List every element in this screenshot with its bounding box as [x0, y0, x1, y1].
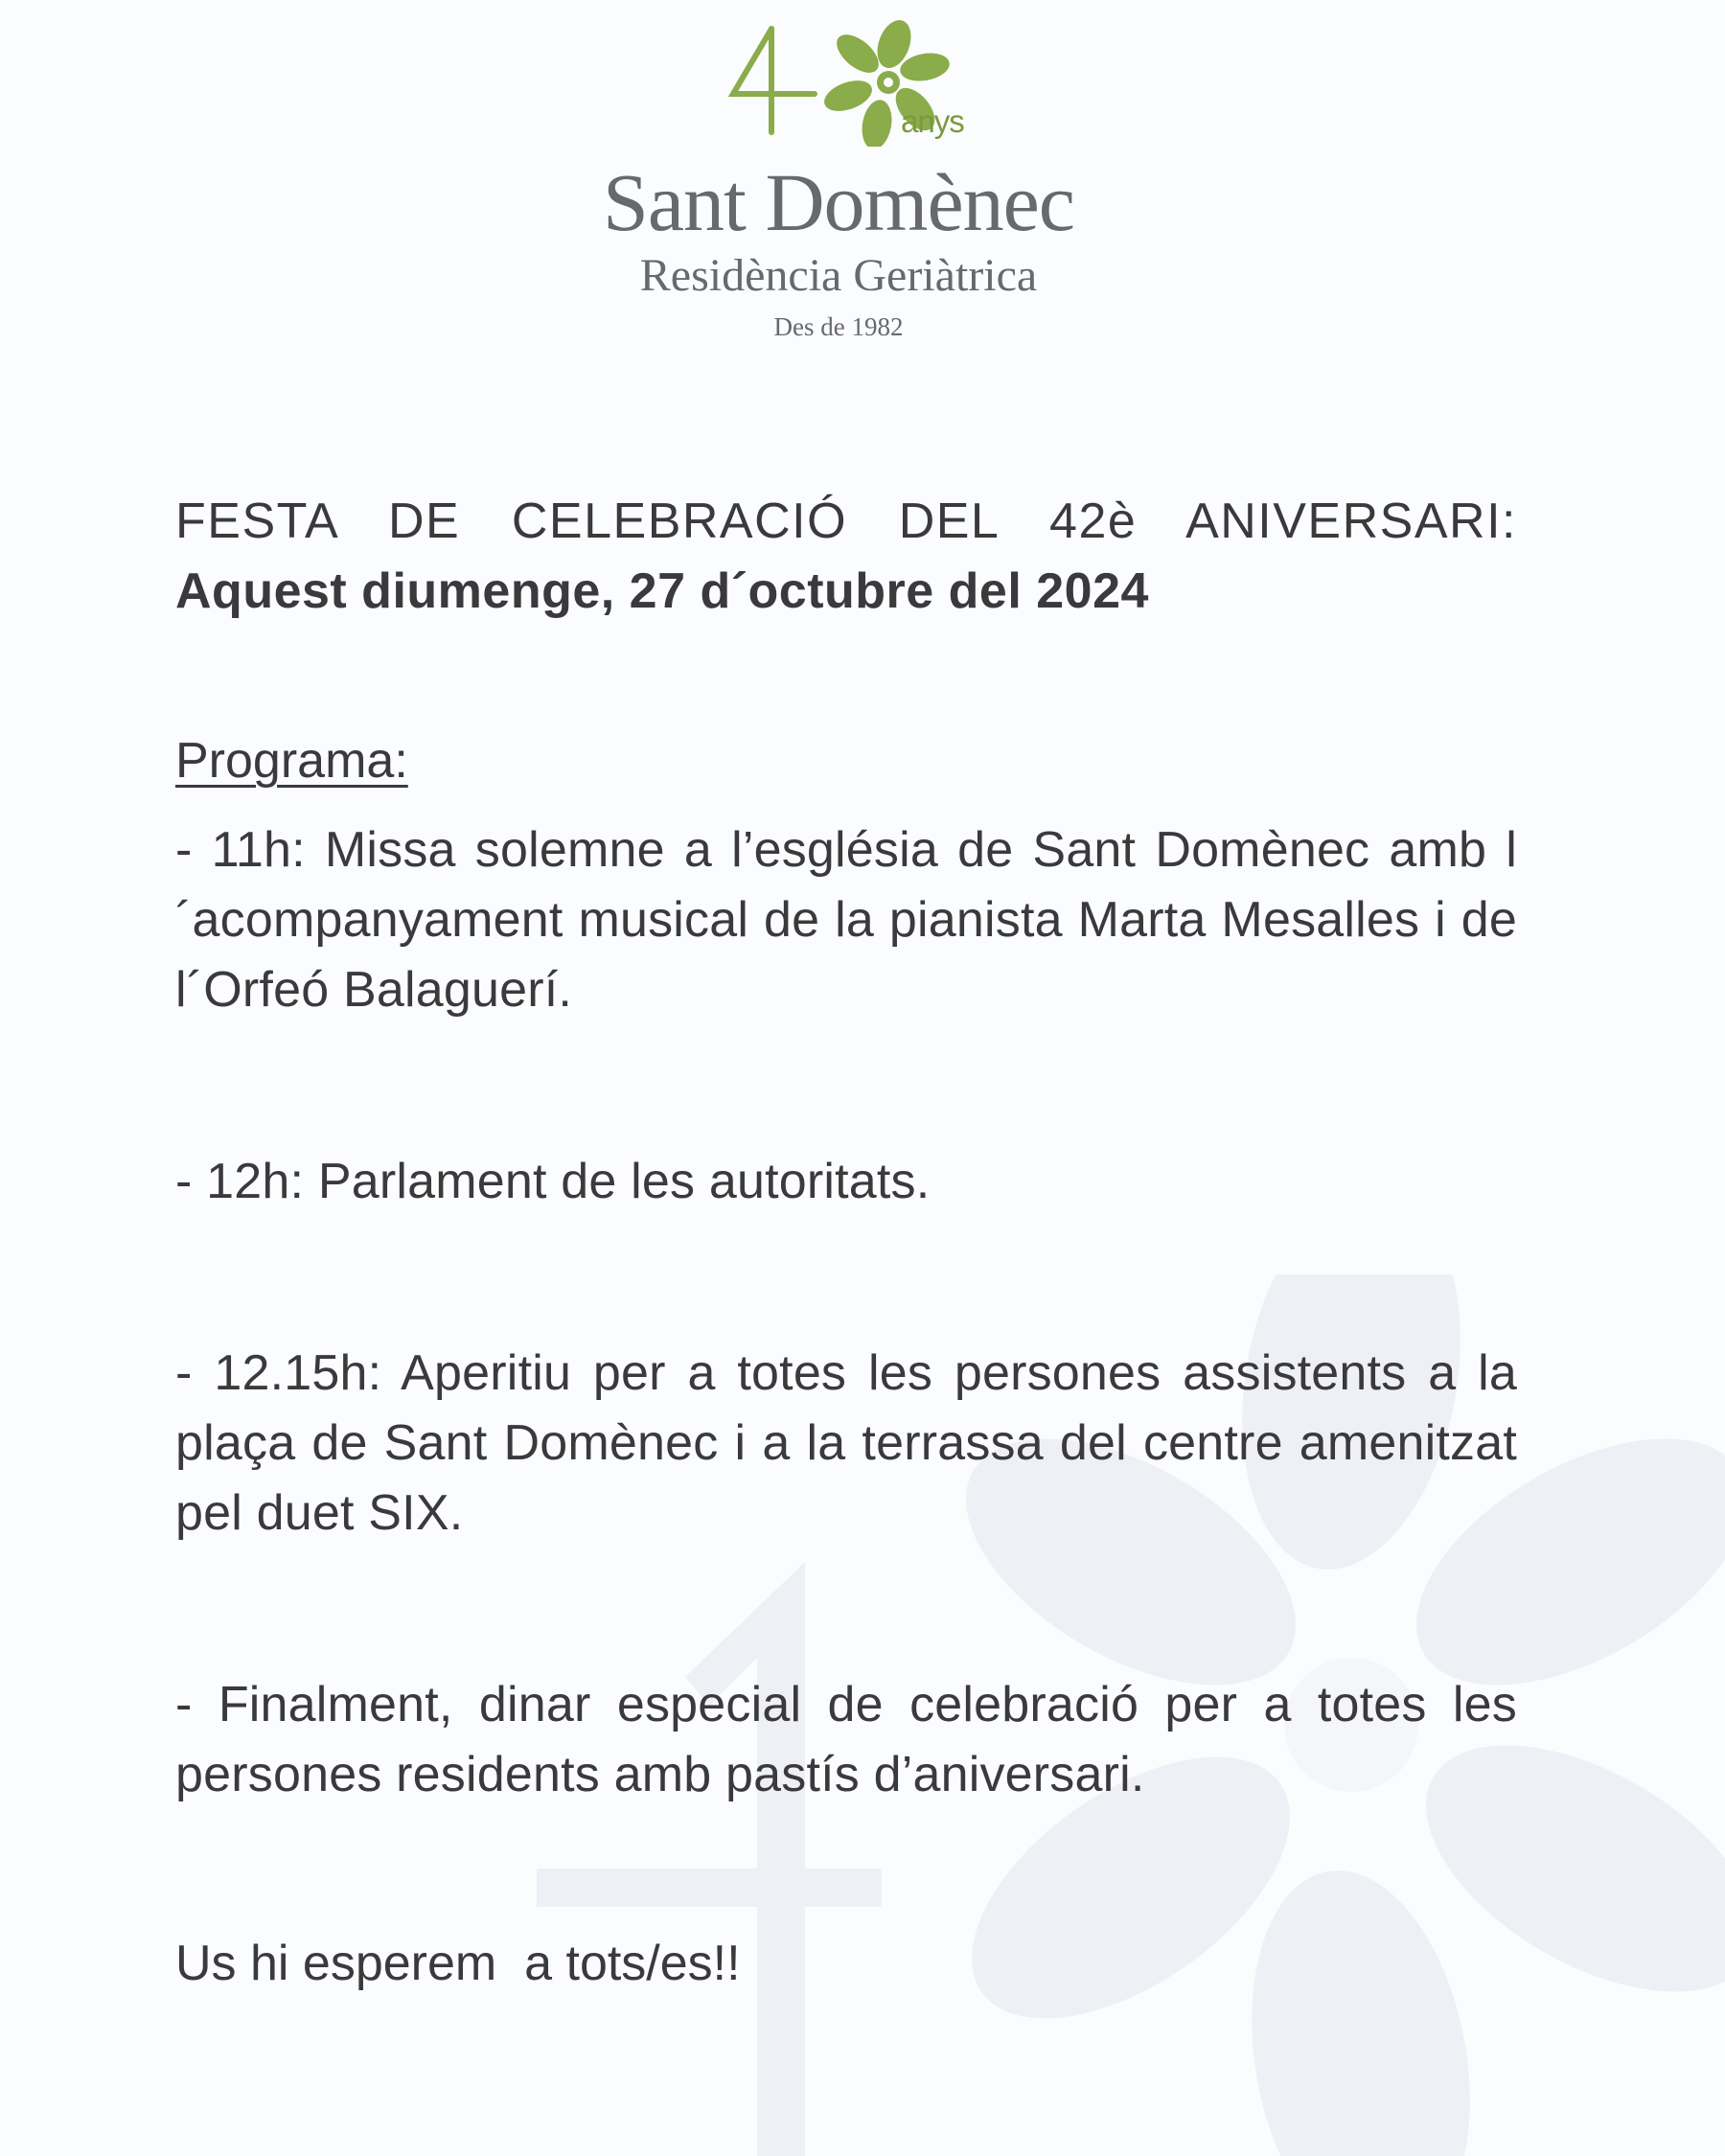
event-heading: FESTA DE CELEBRACIÓ DEL 42è ANIVERSARI: — [175, 493, 1517, 549]
program-item: - Finalment, dinar especial de celebració per a totes les persones residents amb pastís d’aniversari. — [175, 1677, 1517, 1802]
program-item: - 12h: Parlament de les autoritats. — [175, 1154, 931, 1209]
program-title: Programa: — [175, 733, 408, 789]
program-item: - 11h: Missa solemne a l’església de Sant Domènec amb l´acompanyament musical de la pianista Marta Mesalles i de l´Orfeó Balaguerí. — [175, 822, 1517, 1018]
brand-name: Sant Domènec — [603, 156, 1074, 248]
brand-since: Des de 1982 — [773, 312, 904, 341]
anniversary-anys-label: anys — [901, 103, 964, 139]
brand-subtitle: Residència Geriàtrica — [639, 250, 1038, 301]
program-item: - 12.15h: Aperitiu per a totes les persones assistents a la plaça de Sant Domènec i a la terrassa del centre amenitzat pel duet SIX. — [175, 1345, 1517, 1541]
event-date: Aquest diumenge, 27 d´octubre del 2024 — [175, 563, 1149, 619]
announcement-body — [175, 487, 1517, 1999]
closing-message: Us hi esperem a tots/es!! — [175, 1936, 741, 1991]
